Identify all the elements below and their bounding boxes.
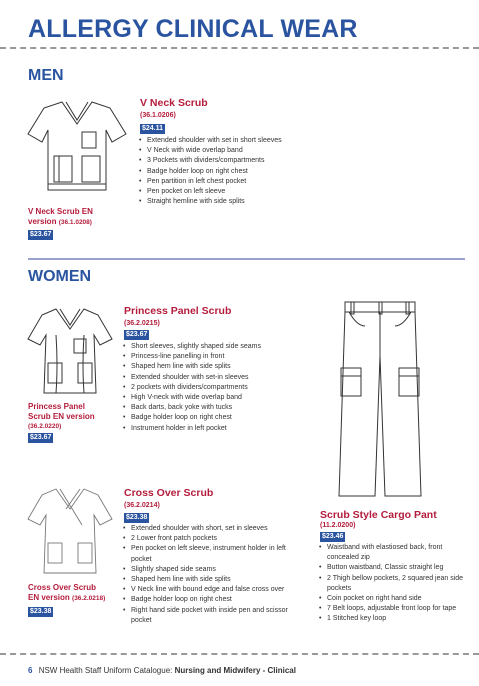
cross-over-scrub-features [121, 524, 307, 626]
princess-panel-scrub-price: $23.67 [126, 331, 148, 338]
v-neck-en-price: $23.67 [30, 231, 52, 238]
feature-item: • 2 Thigh bellow pockets, 2 squared jean side pockets [317, 574, 467, 594]
cross-over-en-price: $23.38 [30, 608, 52, 615]
feature-item: • 3 Pockets with dividers/compartments [137, 156, 337, 166]
cross-over-scrub-name: Cross Over Scrub [124, 487, 214, 499]
feature-item: • Extended shoulder with short, set in sleeves [121, 524, 307, 534]
cargo-pant-name: Scrub Style Cargo Pant [320, 509, 437, 521]
feature-item: • Back darts, back yoke with tucks [121, 403, 311, 413]
feature-item: • Waistband with elastiosed back, front concealed zip [317, 543, 467, 563]
feature-item: • Coin pocket on right hand side [317, 594, 467, 604]
feature-item: • Button waistband, Classic straight leg [317, 563, 467, 573]
feature-item: • V Neck with wide overlap band [137, 146, 337, 156]
cross-over-scrub-illustration [26, 485, 114, 577]
feature-item: • Slightly shaped side seams [121, 565, 307, 575]
princess-panel-scrub-name: Princess Panel Scrub [124, 305, 232, 317]
feature-item: • Shaped hem line with side splits [121, 575, 307, 585]
princess-panel-scrub-illustration [26, 305, 114, 397]
feature-item: • 7 Belt loops, adjustable front loop for tape [317, 604, 467, 614]
feature-item: • 1 Stitched key loop [317, 614, 467, 624]
princess-panel-en-price: $23.67 [30, 434, 52, 441]
feature-item: • Shaped hem line with side splits [121, 362, 311, 372]
v-neck-scrub-price: $24.11 [142, 125, 164, 132]
footer-section: Nursing and Midwifery - Clinical [174, 666, 296, 675]
feature-item: • Pen pocket on left sleeve, instrument holder in left pocket [121, 544, 307, 564]
princess-panel-scrub-features [121, 342, 311, 434]
cross-over-scrub-price: $23.38 [126, 514, 148, 521]
cross-over-scrub-code: (36.2.0214) [124, 502, 160, 509]
women-heading: WOMEN [28, 268, 92, 285]
page-title: ALLERGY CLINICAL WEAR [28, 15, 358, 43]
feature-item: • Short sleeves, slightly shaped side seams [121, 342, 311, 352]
v-neck-scrub-features [137, 136, 337, 207]
feature-item: • Badge holder loop on right chest [121, 413, 311, 423]
feature-item: • Right hand side pocket with inside pen and scissor pocket [121, 606, 307, 626]
cargo-pant-features [317, 543, 467, 625]
feature-item: • Straight hemline with side splits [137, 197, 337, 207]
feature-item: • Pen partition in left chest pocket [137, 177, 337, 187]
v-neck-scrub-name: V Neck Scrub [140, 97, 208, 109]
feature-item: • Badge holder loop on right chest [137, 167, 337, 177]
feature-item: • 2 pockets with dividers/compartments [121, 383, 311, 393]
section-divider [28, 258, 465, 260]
footer-text: NSW Health Staff Uniform Catalogue: [38, 666, 175, 675]
cargo-pant-price: $23.46 [322, 533, 344, 540]
feature-item: • Extended shoulder with set-in sleeves [121, 373, 311, 383]
cargo-pant-illustration [335, 300, 425, 500]
feature-item: • 2 Lower front patch pockets [121, 534, 307, 544]
cross-over-en-name: Cross Over Scrub EN version (36.2.0218) [28, 583, 106, 602]
v-neck-scrub-code: (36.1.0206) [140, 112, 176, 119]
feature-item: • Badge holder loop on right chest [121, 595, 307, 605]
feature-item: • V Neck line with bound edge and false cross over [121, 585, 307, 595]
feature-item: • High V-neck with wide overlap band [121, 393, 311, 403]
princess-panel-scrub-code: (36.2.0215) [124, 320, 160, 327]
v-neck-scrub-illustration [26, 98, 128, 194]
v-neck-en-name: V Neck Scrub EN version (36.1.0208) [28, 207, 93, 226]
top-dashed-divider [0, 47, 479, 49]
bottom-dashed-divider [0, 653, 479, 655]
footer [28, 666, 296, 675]
princess-panel-en-name: Princess Panel Scrub EN version (36.2.0220) [28, 402, 95, 430]
cargo-pant-code: (11.2.0200) [320, 522, 356, 529]
feature-item: • Instrument holder in left pocket [121, 424, 311, 434]
feature-item: • Pen pocket on left sleeve [137, 187, 337, 197]
men-heading: MEN [28, 67, 64, 84]
page-number: 6 [28, 666, 33, 675]
feature-item: • Princess-line panelling in front [121, 352, 311, 362]
feature-item: • Extended shoulder with set in short sleeves [137, 136, 337, 146]
